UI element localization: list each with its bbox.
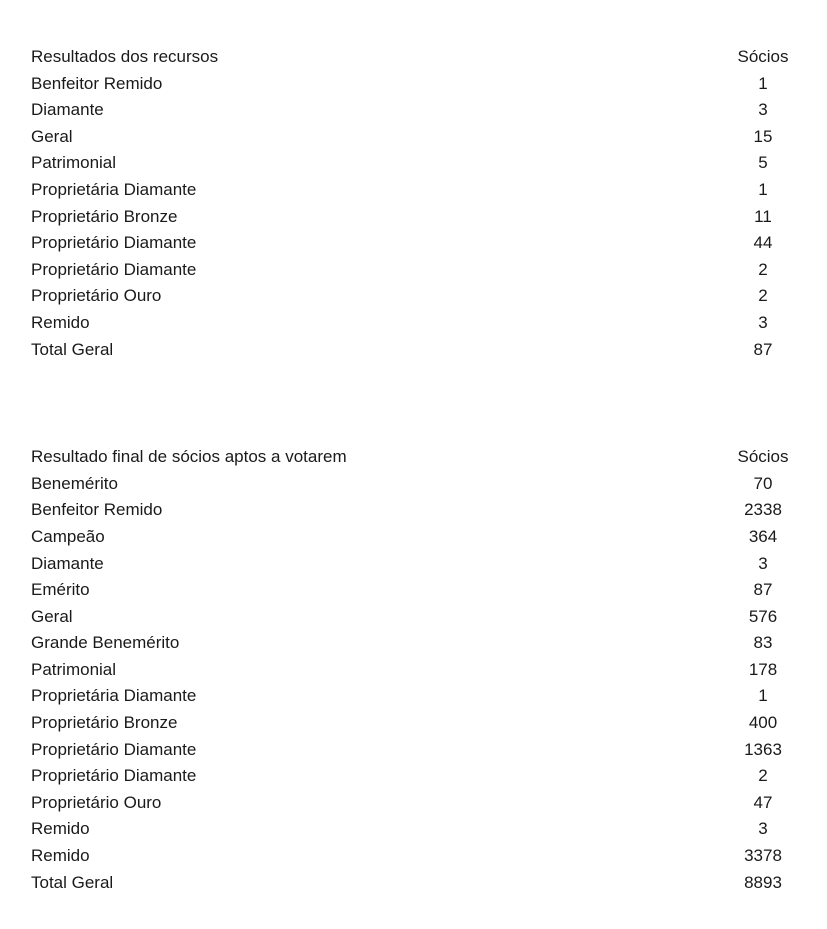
- category-label: Proprietário Diamante: [31, 739, 197, 759]
- socios-count: 2: [758, 286, 768, 306]
- table-row: [31, 310, 795, 337]
- table-title: Resultados dos recursos: [31, 47, 219, 66]
- category-label: Proprietário Ouro: [31, 792, 162, 812]
- table-row: [31, 257, 795, 284]
- table-row: [31, 577, 795, 604]
- category-label: Remido: [31, 846, 90, 866]
- socios-count: 47: [753, 792, 773, 812]
- table-row: [31, 283, 795, 310]
- socios-count: 1: [758, 686, 768, 706]
- category-label: Emérito: [31, 580, 90, 600]
- category-label: Proprietário Diamante: [31, 259, 197, 279]
- table-row: [31, 710, 795, 737]
- socios-count: 3: [758, 100, 768, 120]
- table-row: [31, 124, 795, 151]
- table-row: [31, 230, 795, 257]
- category-label: Diamante: [31, 100, 104, 120]
- socios-count: 5: [758, 153, 768, 173]
- socios-count: 364: [748, 526, 778, 546]
- table-row: [31, 551, 795, 578]
- table-row: [31, 177, 795, 204]
- category-label: Proprietário Diamante: [31, 766, 197, 786]
- table-row: [31, 683, 795, 710]
- socios-count: 400: [748, 713, 778, 733]
- socios-count: 2: [758, 766, 768, 786]
- category-label: Remido: [31, 312, 90, 332]
- category-label: Patrimonial: [31, 659, 117, 679]
- table-separator: [31, 363, 795, 444]
- table-row: [31, 204, 795, 231]
- socios-count: 3: [758, 819, 768, 839]
- socios-count: 11: [754, 206, 772, 226]
- socios-count: 70: [753, 473, 773, 493]
- socios-column-header: Sócios: [737, 47, 789, 66]
- socios-count: 87: [753, 339, 773, 359]
- category-label: Benemérito: [31, 473, 118, 493]
- table-header-row: [31, 444, 795, 471]
- table-title: Resultado final de sócios aptos a votarem: [31, 447, 347, 467]
- socios-count: 178: [748, 659, 778, 679]
- socios-count: 87: [753, 580, 773, 600]
- table-rows: [31, 71, 795, 364]
- category-label: Campeão: [31, 526, 105, 546]
- category-label: Proprietário Ouro: [31, 286, 162, 306]
- socios-count: 3: [758, 553, 768, 573]
- category-label: Grande Benemérito: [31, 633, 180, 653]
- category-label: Proprietária Diamante: [31, 686, 197, 706]
- table-row: [31, 497, 795, 524]
- category-label: Benfeitor Remido: [31, 500, 163, 520]
- socios-count: 3378: [744, 846, 782, 866]
- category-label: Geral: [31, 126, 73, 146]
- recursos-results-table: [31, 44, 795, 363]
- socios-count: 44: [753, 233, 773, 253]
- category-label: Proprietário Bronze: [31, 206, 178, 226]
- socios-count: 2338: [744, 500, 782, 520]
- category-label: Geral: [31, 606, 73, 626]
- socios-count: 15: [753, 126, 773, 146]
- category-label: Patrimonial: [31, 153, 117, 173]
- table-row: [31, 790, 795, 817]
- table-row: [31, 71, 795, 98]
- table-row: [31, 737, 795, 764]
- table-header-row: [31, 44, 795, 71]
- category-label: Proprietário Bronze: [31, 713, 178, 733]
- socios-count: 1363: [744, 739, 782, 759]
- final-voters-table: [31, 444, 795, 896]
- category-label: Proprietária Diamante: [31, 179, 197, 199]
- table-row: [31, 843, 795, 870]
- category-label: Benfeitor Remido: [31, 73, 163, 93]
- socios-count: 1: [758, 73, 768, 93]
- socios-count: 1: [758, 179, 768, 199]
- table-row: [31, 870, 795, 897]
- socios-count: 8893: [744, 872, 782, 892]
- category-label: Diamante: [31, 553, 104, 573]
- category-label: Total Geral: [31, 339, 114, 359]
- category-label: Total Geral: [31, 872, 114, 892]
- table-row: [31, 816, 795, 843]
- table-rows: [31, 471, 795, 897]
- table-row: [31, 337, 795, 364]
- table-row: [31, 630, 795, 657]
- socios-count: 3: [758, 312, 768, 332]
- table-row: [31, 763, 795, 790]
- socios-column-header: Sócios: [737, 447, 789, 467]
- table-row: [31, 150, 795, 177]
- socios-count: 576: [748, 606, 778, 626]
- table-row: [31, 524, 795, 551]
- table-row: [31, 97, 795, 124]
- category-label: Remido: [31, 819, 90, 839]
- table-row: [31, 471, 795, 498]
- category-label: Proprietário Diamante: [31, 233, 197, 253]
- socios-count: 2: [758, 259, 768, 279]
- socios-count: 83: [753, 633, 773, 653]
- table-row: [31, 657, 795, 684]
- table-row: [31, 604, 795, 631]
